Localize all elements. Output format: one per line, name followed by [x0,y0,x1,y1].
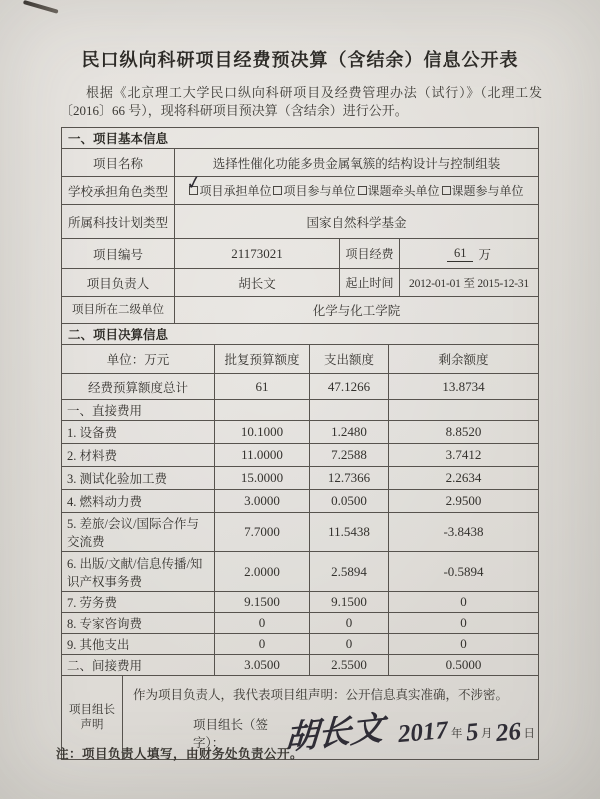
col-header-budget: 批复预算额度 [214,345,309,373]
row-label: 8. 专家咨询费 [67,617,143,631]
footnote: 注：项目负责人填写，由财务处负责公开。 [56,747,304,761]
table-row [62,633,538,654]
declaration-statement: 作为项目负责人，我代表项目组声明：公开信息真实准确，不涉密。 [133,688,509,702]
row-spent: 7.2588 [309,444,388,466]
budget-label: 项目经费 [339,239,399,268]
row-remain: 0 [388,634,538,654]
table-row [62,148,538,176]
row-remain: 13.8734 [388,374,538,399]
row-remain: -0.5894 [388,552,538,591]
plan-type-value: 国家自然科学基金 [174,205,538,238]
row-remain: 3.7412 [388,444,538,466]
row-label: 4. 燃料动力费 [67,495,143,509]
project-no-label: 项目编号 [92,247,143,262]
table-row [62,591,538,612]
row-remain: 0.5000 [388,655,538,675]
row-budget [214,400,309,420]
intro-paragraph: 根据《北京理工大学民口纵向科研项目及经费管理办法（试行）》（北理工发〔2016〕66 号），现将科研项目预决算（含结余）进行公开。 [60,85,542,118]
row-spent: 2.5500 [309,655,388,675]
row-budget: 0 [214,613,309,633]
row-budget: 7.7000 [214,513,309,551]
row-spent: 0.0500 [309,490,388,512]
unit-value: 化学与化工学院 [174,297,538,323]
unit-label: 项目所在二级单位 [72,304,164,316]
handwritten-signature: 胡长文 [283,710,385,757]
table-row [62,204,538,238]
row-budget: 61 [214,374,309,399]
table-row [62,612,538,633]
role-option-label: 项目承担单位 [199,184,272,198]
period-label: 起止时间 [339,269,399,296]
checkbox-icon [273,186,282,195]
row-spent: 1.2480 [309,421,388,443]
row-label: 5. 差旅/会议/国际合作与交流费 [67,517,199,549]
form-table [61,127,539,760]
checkbox-checked-icon [184,170,205,196]
table-row [62,238,538,268]
table-row [62,466,538,489]
row-remain [388,400,538,420]
row-label: 9. 其他支出 [67,638,130,652]
row-label: 1. 设备费 [67,426,118,440]
section2-header: 二、项目决算信息 [68,328,169,342]
table-row [62,323,538,344]
col-header-unit: 单位：万元 [106,353,170,367]
row-spent: 12.7366 [309,467,388,489]
row-spent: 9.1500 [309,592,388,612]
row-budget: 9.1500 [214,592,309,612]
pi-value: 胡长文 [174,269,339,296]
role-option [440,182,524,199]
budget-value [399,239,538,268]
page-title: 民口纵向科研项目经费预决算（含结余）信息公开表 [81,50,519,70]
row-remain: 0 [388,592,538,612]
table-row [62,268,538,296]
section1-header: 一、项目基本信息 [68,132,169,146]
pi-label: 项目负责人 [86,276,150,291]
row-label: 2. 材料费 [67,449,118,463]
role-option [271,182,355,199]
signature-label: 项目组长（签字）： [193,718,269,750]
day-label: 日 [523,728,535,740]
month-label: 月 [481,728,493,740]
row-label: 6. 出版/文献/信息传播/知识产权事务费 [67,556,203,589]
row-budget: 11.0000 [214,444,309,466]
table-row [62,128,538,148]
role-option [184,170,272,199]
col-header-spent: 支出额度 [309,345,388,373]
handwritten-day: 26 [494,717,522,748]
row-label: 3. 测试化验加工费 [67,472,168,486]
handwritten-month: 5 [464,718,480,747]
table-row [62,512,538,551]
checkbox-icon [358,186,367,195]
row-remain: 2.9500 [388,490,538,512]
table-row [62,420,538,443]
row-spent: 2.5894 [309,552,388,591]
table-header-row [62,344,538,373]
row-budget: 10.1000 [214,421,309,443]
col-header-remain: 剩余额度 [388,345,538,373]
table-row [62,296,538,323]
table-row [62,170,538,204]
budget-amount: 61 [447,246,474,262]
table-row [62,654,538,675]
role-type-label: 学校承担角色类型 [67,184,168,199]
row-label: 经费预算额度总计 [87,380,188,395]
row-spent: 11.5438 [309,513,388,551]
role-option [356,182,440,199]
table-row [62,373,538,399]
role-option-label: 课题牵头单位 [367,184,440,198]
row-remain: -3.8438 [388,513,538,551]
project-name-value: 选择性催化功能多贵金属氧簇的结构设计与控制组装 [174,149,538,176]
plan-type-label: 所属科技计划类型 [67,215,168,230]
row-label: 二、间接费用 [67,659,143,673]
role-options [174,170,538,204]
handwritten-year: 2017 [396,716,450,749]
row-remain: 0 [388,613,538,633]
row-spent [309,400,388,420]
row-budget: 0 [214,634,309,654]
year-label: 年 [451,728,463,740]
table-row [62,443,538,466]
row-budget: 3.0000 [214,490,309,512]
row-spent: 0 [309,613,388,633]
check-mark-icon: ✓ [184,170,205,196]
role-option-label: 项目参与单位 [283,184,356,198]
budget-unit: 万 [478,247,491,262]
row-spent: 0 [309,634,388,654]
row-label: 一、直接费用 [67,404,143,418]
row-remain: 8.8520 [388,421,538,443]
row-budget: 3.0500 [214,655,309,675]
project-no-value: 21173021 [174,239,339,268]
table-row [62,399,538,420]
row-label: 7. 劳务费 [67,596,118,610]
row-spent: 47.1266 [309,374,388,399]
table-row [62,551,538,591]
row-remain: 2.2634 [388,467,538,489]
period-value: 2012-01-01 至 2015-12-31 [399,269,538,296]
table-row [62,489,538,512]
declaration-label: 项目组长声明 [69,703,115,731]
row-budget: 15.0000 [214,467,309,489]
project-name-label: 项目名称 [92,156,143,171]
row-budget: 2.0000 [214,552,309,591]
checkbox-icon [442,186,451,195]
role-option-label: 课题参与单位 [451,184,524,198]
